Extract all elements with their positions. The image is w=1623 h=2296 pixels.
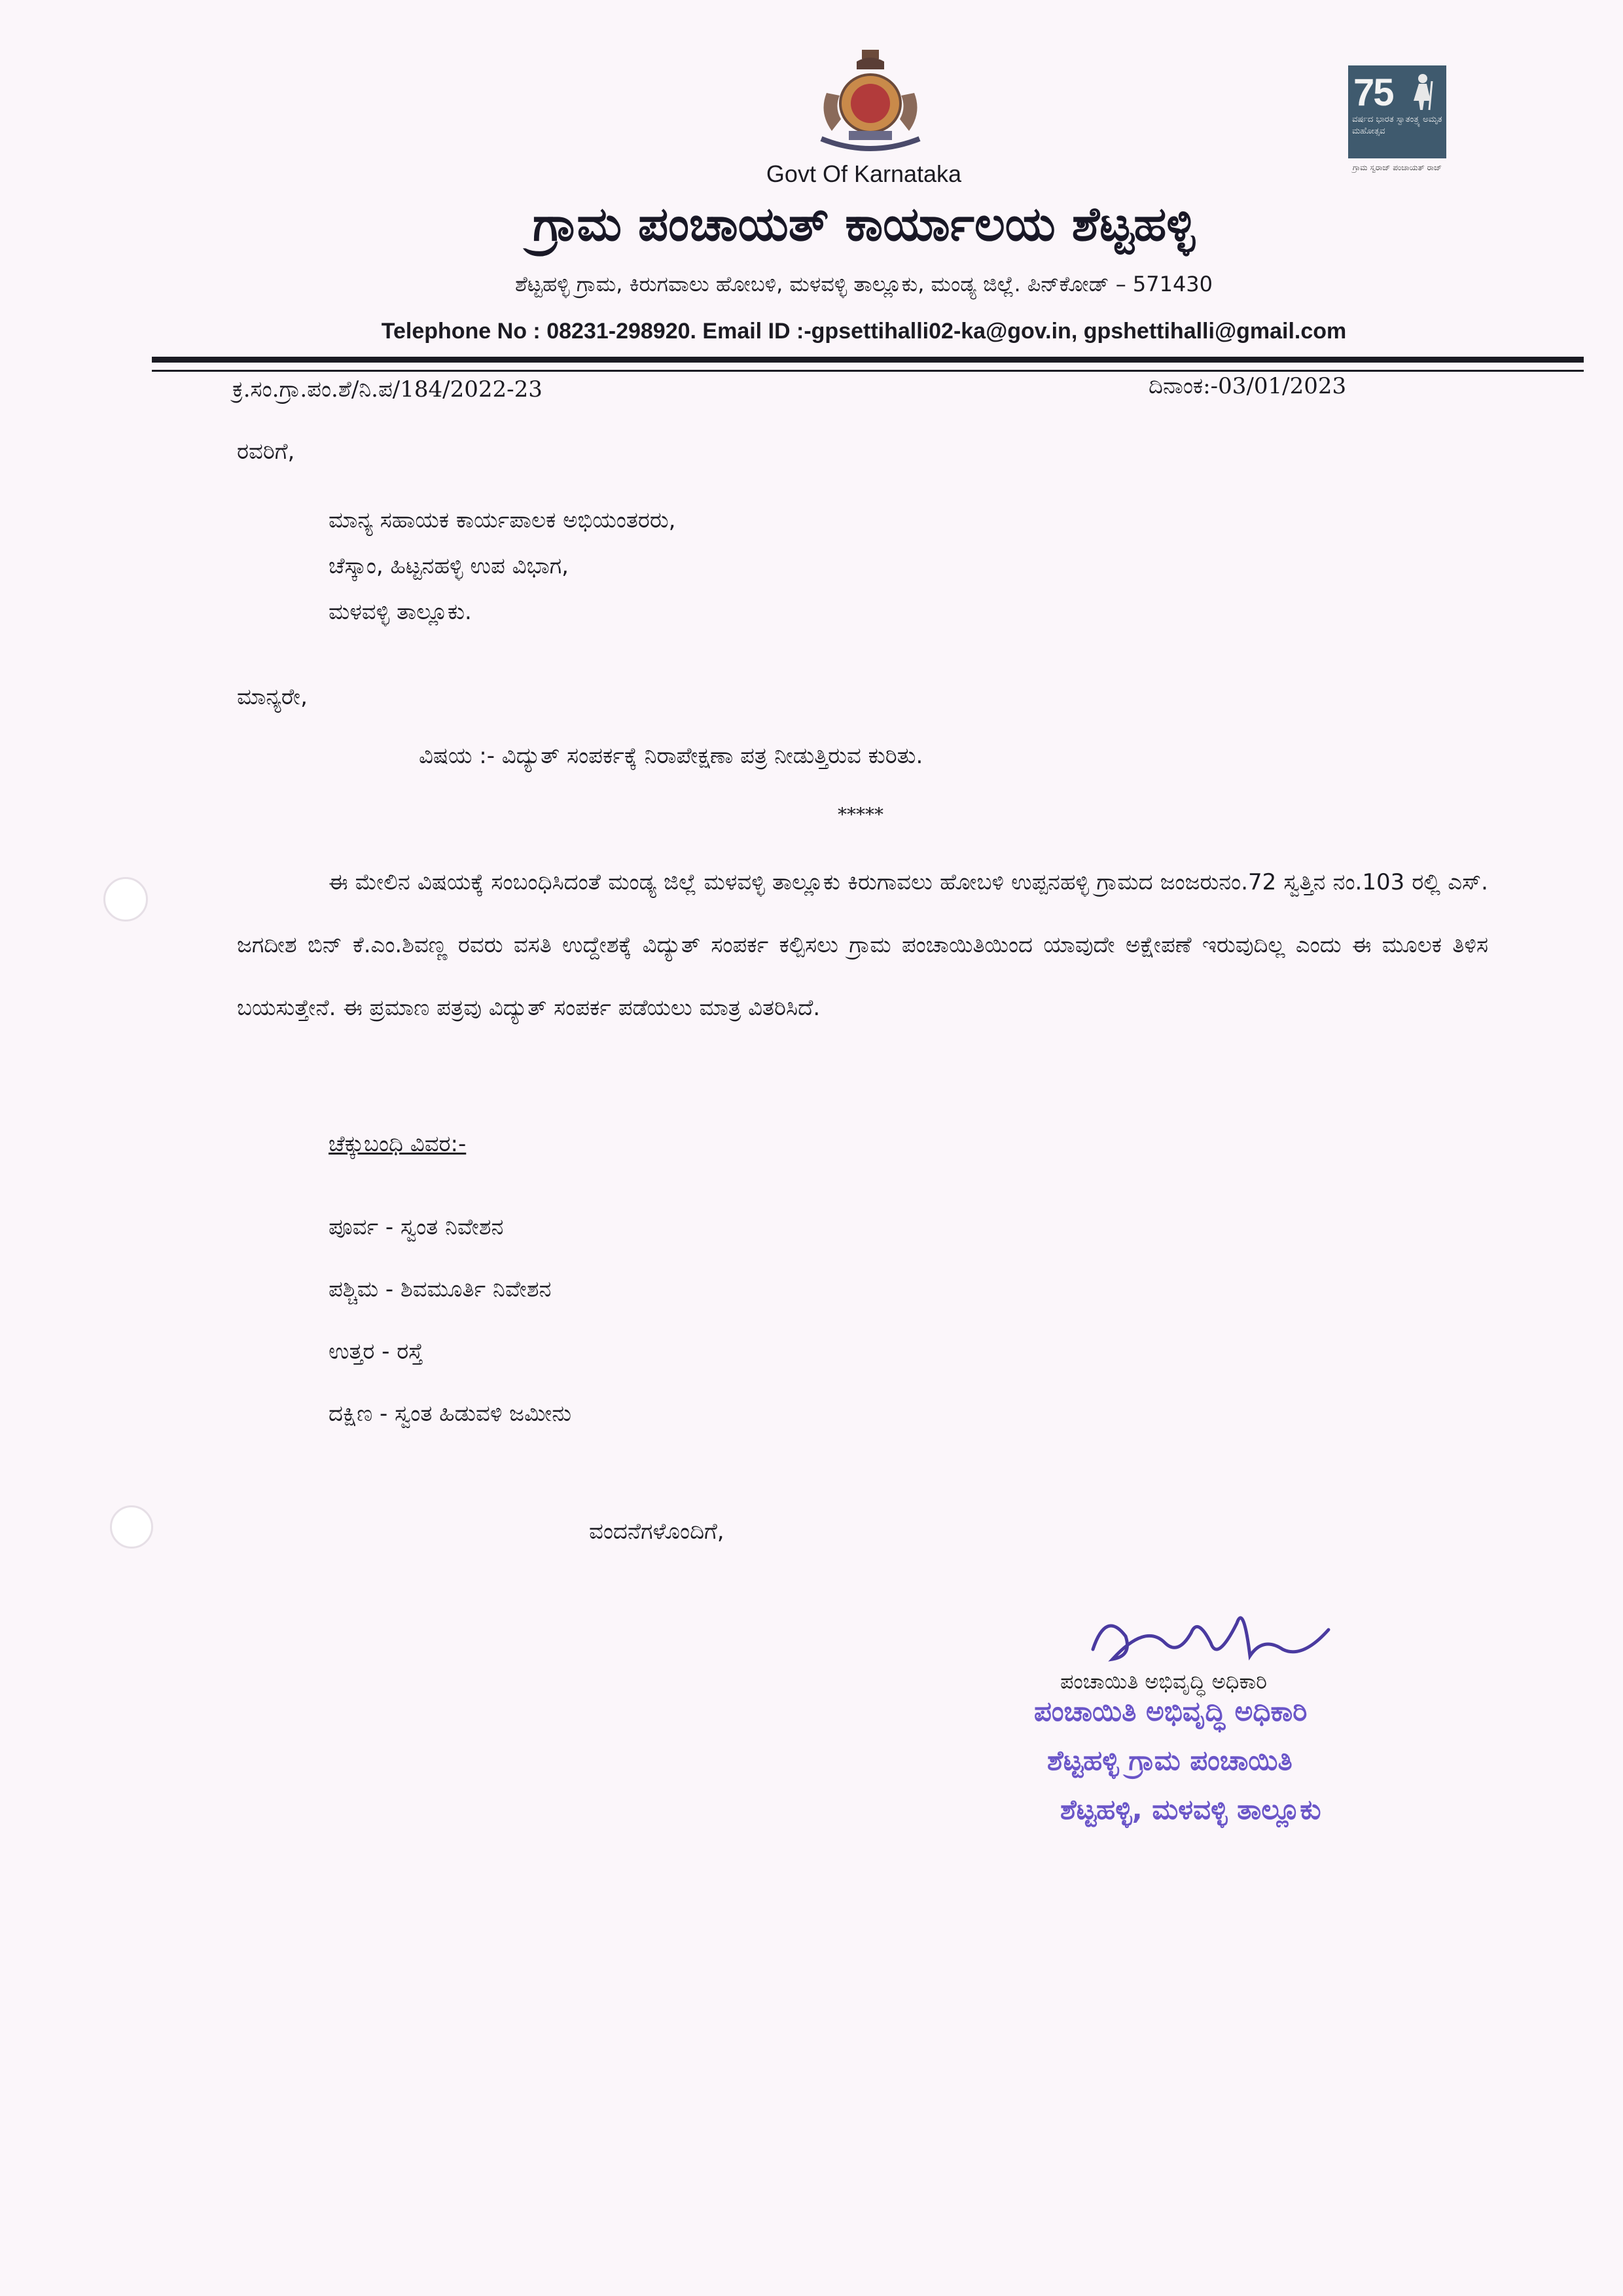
seal-line: ಪಂಚಾಯಿತಿ ಅಭಿವೃದ್ಧಿ ಅಧಿಕಾರಿ: [1034, 1695, 1308, 1727]
badge-number: 75: [1353, 71, 1393, 114]
badge-caption: ಗ್ರಾಮ ಸ್ವರಾಜ್ ಪಂಚಾಯತ್ ರಾಜ್: [1352, 163, 1442, 172]
office-contact: Telephone No : 08231-298920. Email ID :-gpsettihalli02-ka@gov.in, gpshettihalli@gmail.com: [381, 319, 1347, 344]
govt-heading: Govt Of Karnataka: [766, 160, 962, 187]
letter-date: ದಿನಾಂಕ:-03/01/2023: [1149, 373, 1347, 399]
header-divider-thick: [152, 357, 1584, 363]
signer-designation: ಪಂಚಾಯಿತಿ ಅಭಿವೃದ್ಧಿ ಅಧಿಕಾರಿ: [1060, 1669, 1268, 1694]
office-address: ಶೆಟ್ಟಹಳ್ಳಿ ಗ್ರಾಮ, ಕಿರುಗವಾಲು ಹೋಬಳಿ, ಮಳವಳ್ಳಿ ತಾಲ್ಲೂಕು, ಮಂಡ್ಯ ಜಿಲ್ಲೆ. ಪಿನ್‌ಕೋಡ್ – 571430: [514, 272, 1213, 296]
boundary-south: ದಕ್ಷಿಣ - ಸ್ವಂತ ಹಿಡುವಳಿ ಜಮೀನು: [329, 1401, 572, 1427]
seal-line: ಶೆಟ್ಟಹಳ್ಳಿ ಗ್ರಾಮ ಪಂಚಾಯಿತಿ: [1047, 1744, 1293, 1776]
separator: *****: [838, 804, 883, 825]
karnataka-emblem-icon: [808, 47, 933, 158]
boundary-east: ಪೂರ್ವ - ಸ್ವಂತ ನಿವೇಶನ: [329, 1214, 504, 1240]
badge-text: ವರ್ಷದ ಭಾರತ ಸ್ವಾತಂತ್ರ್ಯ ಅಮೃತ ಮಹೋತ್ಸವ: [1352, 115, 1442, 136]
recipient-line: ಚೆಸ್ಕಾಂ, ಹಿಟ್ಟನಹಳ್ಳಿ ಉಪ ವಿಭಾಗ,: [329, 553, 569, 579]
greeting: ಮಾನ್ಯರೇ,: [237, 684, 308, 710]
subject-line: ವಿಷಯ :- ವಿದ್ಯುತ್ ಸಂಪರ್ಕಕ್ಕೆ ನಿರಾಪೇಕ್ಷಣಾ ಪತ್ರ ನೀಡುತ್ತಿರುವ ಕುರಿತು.: [419, 743, 923, 769]
reference-number: ಕ್ರ.ಸಂ.ಗ್ರಾ.ಪಂ.ಶೆ/ನಿ.ಪ/184/2022-23: [232, 376, 543, 403]
signature-block: [1021, 1597, 1492, 1846]
office-name: ಗ್ರಾಮ ಪಂಚಾಯತ್ ಕಾರ್ಯಾಲಯ ಶೆಟ್ಟಹಳ್ಳಿ: [532, 196, 1196, 251]
boundary-north: ಉತ್ತರ - ರಸ್ತೆ: [329, 1338, 423, 1365]
recipient-line: ಮಾನ್ಯ ಸಹಾಯಕ ಕಾರ್ಯಪಾಲಕ ಅಭಿಯಂತರರು,: [329, 507, 676, 533]
salutation-to: ರವರಿಗೆ,: [237, 439, 295, 465]
mahatma-gandhi-icon: [1404, 72, 1442, 111]
punch-hole: [103, 877, 148, 922]
closing: ವಂದನೆಗಳೊಂದಿಗೆ,: [589, 1518, 724, 1545]
recipient-line: ಮಳವಳ್ಳಿ ತಾಲ್ಲೂಕು.: [329, 599, 472, 625]
boundaries-title: ಚೆಕ್ಕುಬಂಧಿ ವಿವರ:-: [329, 1131, 467, 1157]
header-divider-thin: [152, 370, 1584, 372]
punch-hole: [110, 1505, 153, 1549]
boundary-west: ಪಶ್ಚಿಮ - ಶಿವಮೂರ್ತಿ ನಿವೇಶನ: [329, 1276, 552, 1302]
seal-line: ಶೆಟ್ಟಹಳ್ಳಿ, ಮಳವಳ್ಳಿ ತಾಲ್ಲೂಕು: [1060, 1793, 1321, 1825]
body-paragraph: ಈ ಮೇಲಿನ ವಿಷಯಕ್ಕೆ ಸಂಬಂಧಿಸಿದಂತೆ ಮಂಡ್ಯ ಜಿಲ್ಲೆ ಮಳವಳ್ಳಿ ತಾಲ್ಲೂಕು ಕಿರುಗಾವಲು ಹೋಬಳಿ ಉಪ್ಪನಹಳ್ಳಿ ಗ್ರಾಮದ ಜಂಜರುನಂ.72 ಸ್ವತ್ತಿನ ನಂ.103 ರಲ್ಲಿ ಎಸ್. ಜಗದೀಶ ಬಿನ್ ಕೆ.ಎಂ.ಶಿವಣ್ಣ ರವರು ವಸತಿ ಉದ್ದೇಶಕ್ಕೆ ವಿದ್ಯುತ್ ಸಂಪರ್ಕ ಕಲ್ಪಿಸಲು ಗ್ರಾಮ ಪಂಚಾಯಿತಿಯಿಂದ ಯಾವುದೇ ಅಕ್ಷೇಪಣೆ ಇರುವುದಿಲ್ಲ ಎಂದು ಈ ಮೂಲಕ ತಿಳಿಸ ಬಯಸುತ್ತೇನೆ. ಈ ಪ್ರಮಾಣ ಪತ್ರವು ವಿದ್ಯುತ್ ಸಂಪರ್ಕ ಪಡೆಯಲು ಮಾತ್ರ ವಿತರಿಸಿದೆ.: [237, 869, 1488, 1021]
